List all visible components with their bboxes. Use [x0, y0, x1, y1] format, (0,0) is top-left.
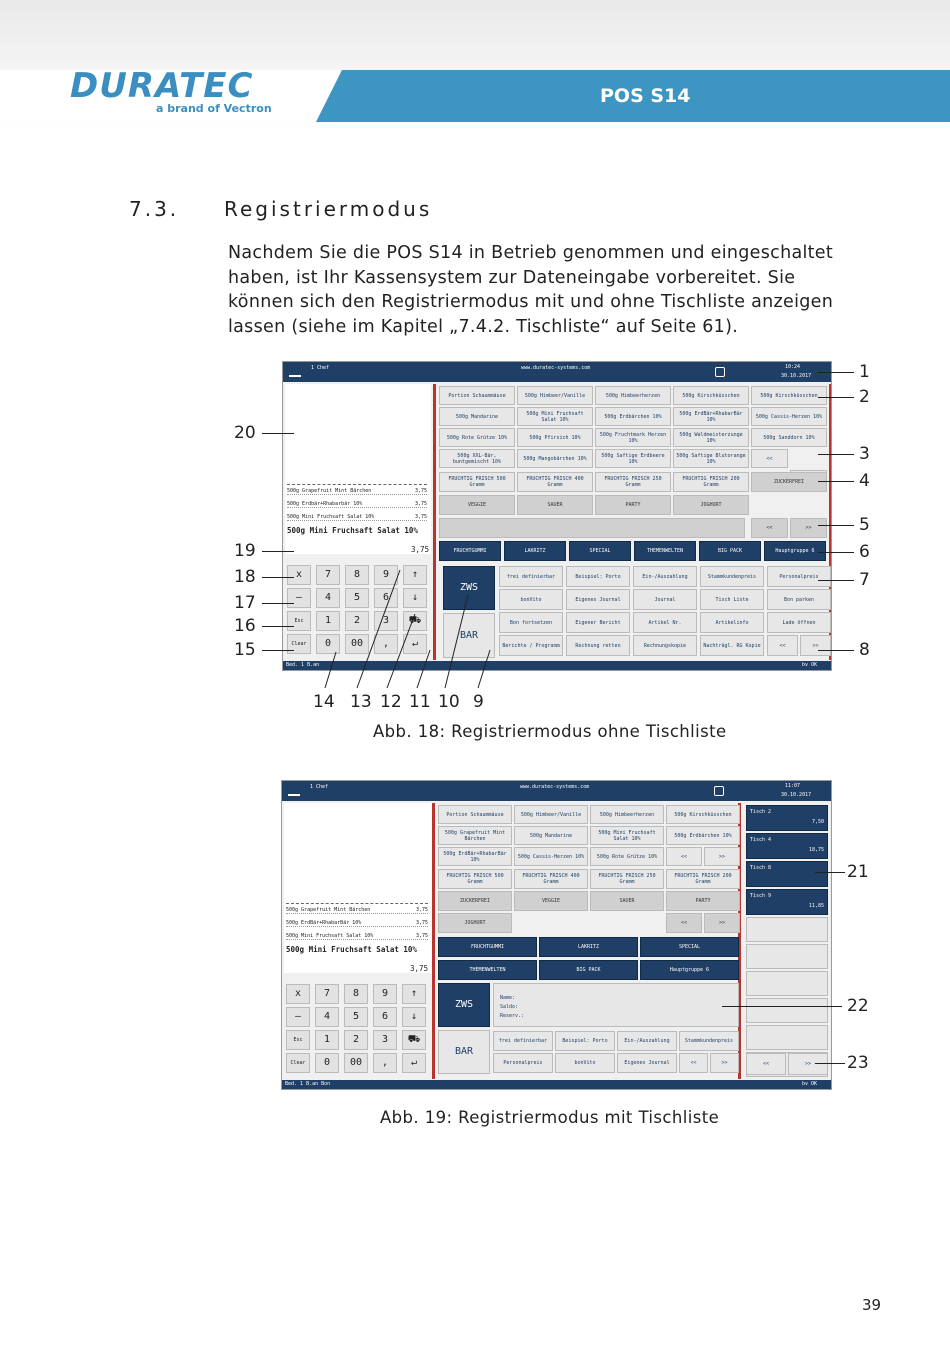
- main-group-tab[interactable]: FRUCHTGUMMI: [438, 937, 537, 957]
- keypad-key-0[interactable]: x: [286, 984, 310, 1004]
- bottom-status-right: bv OK: [801, 662, 817, 668]
- callout-number: 5: [859, 515, 870, 535]
- function-button[interactable]: Lade öffnen: [767, 612, 831, 633]
- function-button[interactable]: bonVito: [555, 1053, 615, 1073]
- main-group-tab[interactable]: Hauptgruppe 6: [764, 541, 826, 561]
- callout-number: 11: [409, 692, 431, 712]
- plu-button[interactable]: 500g Himbeerherzen: [590, 805, 664, 824]
- keypad-key-8[interactable]: 6: [373, 1007, 397, 1027]
- keypad-key-19[interactable]: ↵: [403, 634, 427, 654]
- keypad-key-6[interactable]: 4: [316, 588, 340, 608]
- total-amount: 3,75: [411, 545, 430, 554]
- intro-line: Nachdem Sie die POS S14 in Betrieb genommen und eingeschaltet: [228, 243, 834, 263]
- main-group-tab[interactable]: FRUCHTGUMMI: [439, 541, 501, 561]
- plu-button[interactable]: 500g Cassis-Herzen 10%: [751, 407, 827, 426]
- keypad-key-3[interactable]: 9: [373, 984, 397, 1004]
- journal-price: 3,75: [414, 488, 427, 494]
- main-group-tab[interactable]: SPECIAL: [640, 937, 739, 957]
- callout-number: 7: [859, 570, 870, 590]
- section-number: 7.3.: [129, 197, 180, 221]
- function-button[interactable]: Journal: [633, 589, 697, 610]
- table-name: Tisch 4: [750, 837, 772, 843]
- customer-info-line: Saldo:: [500, 1004, 519, 1010]
- website-url: www.duratec-systems.com: [521, 365, 591, 371]
- main-group-tab[interactable]: Hauptgruppe 6: [640, 960, 739, 980]
- keypad-key-11[interactable]: 1: [316, 611, 340, 631]
- plu-button[interactable]: 500g Sanddorn 10%: [751, 428, 827, 447]
- main-group-tab[interactable]: BIG PACK: [539, 960, 638, 980]
- table-name: Tisch 2: [750, 809, 772, 815]
- main-group-tab[interactable]: THEMENWELTEN: [438, 960, 537, 980]
- callout-line: [815, 1063, 845, 1064]
- callout-line: [722, 1006, 842, 1007]
- keypad-key-9[interactable]: ↓: [403, 588, 427, 608]
- bottom-status-right: bv OK: [801, 1081, 817, 1087]
- callout-number: 22: [847, 996, 869, 1016]
- operator-label: 1 Chef: [310, 784, 329, 790]
- table-nav-button[interactable]: >>: [788, 1053, 828, 1075]
- plu-button[interactable]: 500g Rote Grütze 10%: [439, 428, 515, 447]
- callout-leader: [325, 652, 336, 688]
- callout-leader: [445, 595, 468, 688]
- function-button[interactable]: >>: [710, 1053, 739, 1073]
- page-number: 39: [862, 1296, 882, 1314]
- function-button[interactable]: Personalpreis: [767, 566, 831, 587]
- table-name: Tisch 8: [750, 865, 772, 871]
- keypad-key-1[interactable]: 7: [316, 565, 340, 585]
- function-button[interactable]: Rechnung retten: [566, 635, 630, 656]
- function-button[interactable]: bonVito: [499, 589, 563, 610]
- plu-button[interactable]: 500g Mangobärchen 10%: [517, 449, 593, 468]
- bar-button[interactable]: BAR: [443, 613, 495, 658]
- keypad-key-5[interactable]: –: [287, 588, 311, 608]
- callout-number: 13: [350, 692, 372, 712]
- function-button[interactable]: Beispiel: Porto: [566, 566, 630, 587]
- plu-button[interactable]: 500g Mini Fruchsaft Salat 10%: [517, 407, 593, 426]
- plu-button[interactable]: 500g Mandarine: [439, 407, 515, 426]
- group-button[interactable]: FRUCHTIG FRISCH 500 Gramm: [439, 472, 515, 492]
- journal-selected-item: 500g Mini Fruchsaft Salat 10%: [287, 526, 418, 535]
- function-button[interactable]: Ein-/Auszahlung: [633, 566, 697, 587]
- clock-date: 30.10.2017: [781, 792, 812, 798]
- group-button[interactable]: >>: [704, 913, 740, 933]
- callout-number: 6: [859, 542, 870, 562]
- callout-line: [815, 872, 845, 873]
- callout-number: 10: [438, 692, 460, 712]
- keypad-key-12[interactable]: 2: [345, 611, 369, 631]
- plu-button[interactable]: Portion Schaummäuse: [439, 386, 515, 405]
- callout-number: 17: [234, 593, 256, 613]
- plu-button[interactable]: 500g Rote Grütze 10%: [590, 847, 664, 866]
- clock-time: 10:24: [785, 364, 801, 370]
- intro-line: haben, ist Ihr Kassensystem zur Dateneingabe vorbereitet. Sie: [228, 267, 796, 288]
- main-group-tab[interactable]: LAKRITZ: [504, 541, 566, 561]
- figure-18-caption: Abb. 18: Registriermodus ohne Tischliste: [373, 722, 727, 741]
- callout-number: 4: [859, 471, 870, 491]
- journal-item: 500g ErdBär+RhabarBär 10%: [286, 920, 362, 926]
- plu-button[interactable]: 500g Himbeer/Vanille: [517, 386, 593, 405]
- group-button[interactable]: FRUCHTIG FRISCH 200 Gramm: [673, 472, 749, 492]
- keypad-key-19[interactable]: ↵: [402, 1053, 426, 1073]
- section-title: Registriermodus: [224, 197, 433, 221]
- main-group-tab[interactable]: BIG PACK: [699, 541, 761, 561]
- customer-info-line: Reserv.:: [500, 1013, 525, 1019]
- clock-time: 11:07: [785, 783, 801, 789]
- function-button[interactable]: Tisch Liste: [700, 589, 764, 610]
- group-button[interactable]: SAUER: [517, 495, 593, 515]
- group-button[interactable]: FRUCHTIG FRISCH 250 Gramm: [595, 472, 671, 492]
- zws-button[interactable]: ZWS: [438, 983, 490, 1027]
- plu-button[interactable]: 500g Mini Fruchsaft Salat 10%: [590, 826, 664, 845]
- function-button[interactable]: Berichte / Programm: [499, 635, 563, 656]
- function-button[interactable]: <<: [679, 1053, 708, 1073]
- function-button[interactable]: >>: [800, 635, 831, 656]
- function-button[interactable]: Rechnungskopie: [633, 635, 697, 656]
- callout-number: 18: [234, 567, 256, 587]
- keypad-key-15[interactable]: Clear: [287, 634, 311, 654]
- function-button[interactable]: Stammkundenpreis: [679, 1031, 739, 1051]
- function-button[interactable]: Personalpreis: [493, 1053, 553, 1073]
- plu-button[interactable]: 500g Mandarine: [514, 826, 588, 845]
- keypad-key-0[interactable]: x: [287, 565, 311, 585]
- keypad-key-4[interactable]: ↑: [402, 984, 426, 1004]
- keypad-key-10[interactable]: Esc: [287, 611, 311, 631]
- keypad-key-15[interactable]: Clear: [286, 1053, 310, 1073]
- function-button[interactable]: Eigenes Journal: [566, 589, 630, 610]
- callout-number: 16: [234, 616, 256, 636]
- plu-button[interactable]: 500g Erdbärchen 10%: [666, 826, 740, 845]
- keypad-key-13[interactable]: 3: [374, 611, 398, 631]
- group-button[interactable]: FRUCHTIG FRISCH 400 Gramm: [514, 869, 588, 889]
- group-button[interactable]: PARTY: [595, 495, 671, 515]
- plu-button[interactable]: <<: [666, 847, 702, 866]
- group-button[interactable]: FRUCHTIG FRISCH 400 Gramm: [517, 472, 593, 492]
- keypad-key-14[interactable]: ⛟: [402, 1030, 426, 1050]
- group-button[interactable]: >>: [790, 518, 827, 538]
- keypad-key-2[interactable]: 8: [344, 984, 368, 1004]
- group-button[interactable]: SAUER: [590, 891, 664, 911]
- product-title: POS S14: [600, 85, 691, 107]
- plu-button[interactable]: 500g Himbeer/Vanille: [514, 805, 588, 824]
- plu-button[interactable]: 500g Pfirsich 10%: [517, 428, 593, 447]
- group-button[interactable]: VEGGIE: [439, 495, 515, 515]
- plu-button[interactable]: <<: [751, 449, 788, 468]
- intro-line: lassen (siehe im Kapitel „7.4.2. Tischliste“ auf Seite 61).: [228, 316, 739, 337]
- zws-button[interactable]: ZWS: [443, 566, 495, 610]
- callout-number: 15: [234, 640, 256, 660]
- keypad-key-9[interactable]: ↓: [402, 1007, 426, 1027]
- function-button[interactable]: Bon parken: [767, 589, 831, 610]
- keypad-key-16[interactable]: 0: [315, 1053, 339, 1073]
- callout-number: 9: [473, 692, 484, 712]
- journal-item: 500g Grapefruit Mint Bärchen: [287, 488, 372, 494]
- keypad-key-12[interactable]: 2: [344, 1030, 368, 1050]
- duratec-logo: DURATEC: [70, 66, 254, 106]
- function-button[interactable]: <<: [767, 635, 798, 656]
- keypad-key-4[interactable]: ↑: [403, 565, 427, 585]
- plu-button[interactable]: Portion Schaummäuse: [438, 805, 512, 824]
- total-amount: 3,75: [410, 964, 429, 973]
- keypad-key-17[interactable]: 00: [345, 634, 369, 654]
- group-button[interactable]: JOGHURT: [673, 495, 749, 515]
- callout-leader: [417, 650, 430, 688]
- group-button[interactable]: FRUCHTIG FRISCH 200 Gramm: [666, 869, 740, 889]
- group-button[interactable]: FRUCHTIG FRISCH 250 Gramm: [590, 869, 664, 889]
- keypad-key-5[interactable]: –: [286, 1007, 310, 1027]
- keypad-key-11[interactable]: 1: [315, 1030, 339, 1050]
- plu-button[interactable]: 500g Kirschküsschen: [666, 805, 740, 824]
- keypad-key-6[interactable]: 4: [315, 1007, 339, 1027]
- plu-button[interactable]: >>: [704, 847, 740, 866]
- journal-item: 500g Mini Fruchsaft Salat 10%: [286, 933, 374, 939]
- plu-button[interactable]: 500g ErdBär+RhabarBär 10%: [438, 847, 512, 866]
- customer-info-line: Name:: [500, 995, 516, 1001]
- plu-button[interactable]: 500g Kirschküsschen: [751, 386, 827, 405]
- function-button[interactable]: Ein-/Auszahlung: [617, 1031, 677, 1051]
- intro-line: können sich den Registriermodus mit und ohne Tischliste anzeigen: [228, 292, 834, 312]
- plu-button[interactable]: 500g Himbeerherzen: [595, 386, 671, 405]
- keypad-key-7[interactable]: 5: [344, 1007, 368, 1027]
- group-button[interactable]: FRUCHTIG FRISCH 500 Gramm: [438, 869, 512, 889]
- table-nav-button[interactable]: <<: [746, 1053, 786, 1075]
- function-button[interactable]: Artikelinfo: [700, 612, 764, 633]
- journal-item: 500g Erdbär+Rhabarbär 10%: [287, 501, 363, 507]
- plu-button[interactable]: 500g Cassis-Herzen 10%: [514, 847, 588, 866]
- callout-number: 21: [847, 862, 869, 882]
- keypad-key-17[interactable]: 00: [344, 1053, 368, 1073]
- group-button[interactable]: ZUCKERFREI: [438, 891, 512, 911]
- function-button[interactable]: Nachträgl. RG Kopie: [700, 635, 764, 656]
- table-amount: 7,50: [811, 819, 824, 825]
- logo-subtitle: a brand of Vectron: [156, 102, 272, 115]
- main-group-tab[interactable]: SPECIAL: [569, 541, 631, 561]
- journal-price: 3,75: [415, 920, 428, 926]
- group-button[interactable]: JOGHURT: [438, 913, 512, 933]
- journal-item: 500g Grapefruit Mint Bärchen: [286, 907, 371, 913]
- journal-price: 3,75: [415, 907, 428, 913]
- function-button[interactable]: frei definierbar: [493, 1031, 553, 1051]
- keypad-key-7[interactable]: 5: [345, 588, 369, 608]
- bar-button[interactable]: BAR: [438, 1030, 490, 1074]
- operator-label: 1 Chef: [311, 365, 330, 371]
- function-button[interactable]: Stammkundenpreis: [700, 566, 764, 587]
- group-button[interactable]: ZUCKERFREI: [751, 472, 827, 492]
- function-button[interactable]: Eigener Bericht: [566, 612, 630, 633]
- journal-price: 3,75: [414, 501, 427, 507]
- function-button[interactable]: Bon fortsetzen: [499, 612, 563, 633]
- callout-leader: [387, 614, 415, 688]
- callout-number: 8: [859, 640, 870, 660]
- keypad-key-3[interactable]: 9: [374, 565, 398, 585]
- group-button[interactable]: VEGGIE: [514, 891, 588, 911]
- keypad-key-14[interactable]: ⛟: [403, 611, 427, 631]
- keypad-key-18[interactable]: ,: [373, 1053, 397, 1073]
- figure-19-caption: Abb. 19: Registriermodus mit Tischliste: [380, 1108, 720, 1127]
- journal-price: 3,75: [415, 933, 428, 939]
- function-button[interactable]: Beispiel: Porto: [555, 1031, 615, 1051]
- bottom-status-left: Bed. 1 B.an Bon: [285, 1081, 331, 1087]
- callout-number: 12: [380, 692, 402, 712]
- keypad-key-13[interactable]: 3: [373, 1030, 397, 1050]
- bottom-status-left: Bed. 1 B.an: [286, 662, 320, 668]
- callout-number: 14: [313, 692, 335, 712]
- keypad-key-1[interactable]: 7: [315, 984, 339, 1004]
- plu-button[interactable]: 500g Erdbärchen 10%: [595, 407, 671, 426]
- function-button[interactable]: Artikel Nr.: [633, 612, 697, 633]
- table-amount: 11,85: [808, 903, 824, 909]
- callout-number: 23: [847, 1053, 869, 1073]
- group-button[interactable]: <<: [751, 518, 788, 538]
- plu-button[interactable]: 500g Waldmeisterzunge 10%: [673, 428, 749, 447]
- keypad-key-10[interactable]: Esc: [286, 1030, 310, 1050]
- journal-item: 500g Mini Fruchsaft Salat 10%: [287, 514, 375, 520]
- plu-button[interactable]: 500g Fruchtmark Herzen 10%: [595, 428, 671, 447]
- table-amount: 18,75: [808, 847, 824, 853]
- plu-button[interactable]: 500g Saftige Erdbeere 10%: [595, 449, 671, 468]
- keypad-key-8[interactable]: 6: [374, 588, 398, 608]
- plu-button[interactable]: 500g Saftige Blutorange 10%: [673, 449, 749, 468]
- website-url: www.duratec-systems.com: [520, 784, 590, 790]
- keypad-key-16[interactable]: 0: [316, 634, 340, 654]
- group-button[interactable]: PARTY: [666, 891, 740, 911]
- main-group-tab[interactable]: THEMENWELTEN: [634, 541, 696, 561]
- keypad-key-2[interactable]: 8: [345, 565, 369, 585]
- plu-button[interactable]: 500g XXL-Bär, buntgemischt 10%: [439, 449, 515, 468]
- group-button[interactable]: <<: [666, 913, 702, 933]
- callout-number: 20: [234, 423, 256, 443]
- callout-number: 3: [859, 444, 870, 464]
- callout-leader: [478, 650, 490, 688]
- plu-button[interactable]: 500g ErdBär+RhabarBär 10%: [673, 407, 749, 426]
- callout-number: 1: [859, 362, 870, 382]
- main-group-tab[interactable]: LAKRITZ: [539, 937, 638, 957]
- plu-button[interactable]: 500g Grapefruit Mint Bärchen: [438, 826, 512, 845]
- plu-button[interactable]: 500g Kirschküsschen: [673, 386, 749, 405]
- journal-price: 3,75: [414, 514, 427, 520]
- callout-number: 19: [234, 541, 256, 561]
- clock-date: 30.10.2017: [781, 373, 812, 379]
- function-button[interactable]: frei definierbar: [499, 566, 563, 587]
- keypad-key-18[interactable]: ,: [374, 634, 398, 654]
- callout-number: 2: [859, 387, 870, 407]
- function-button[interactable]: Eigenes Journal: [617, 1053, 677, 1073]
- journal-selected-item: 500g Mini Fruchsaft Salat 10%: [286, 945, 417, 954]
- table-name: Tisch 9: [750, 893, 772, 899]
